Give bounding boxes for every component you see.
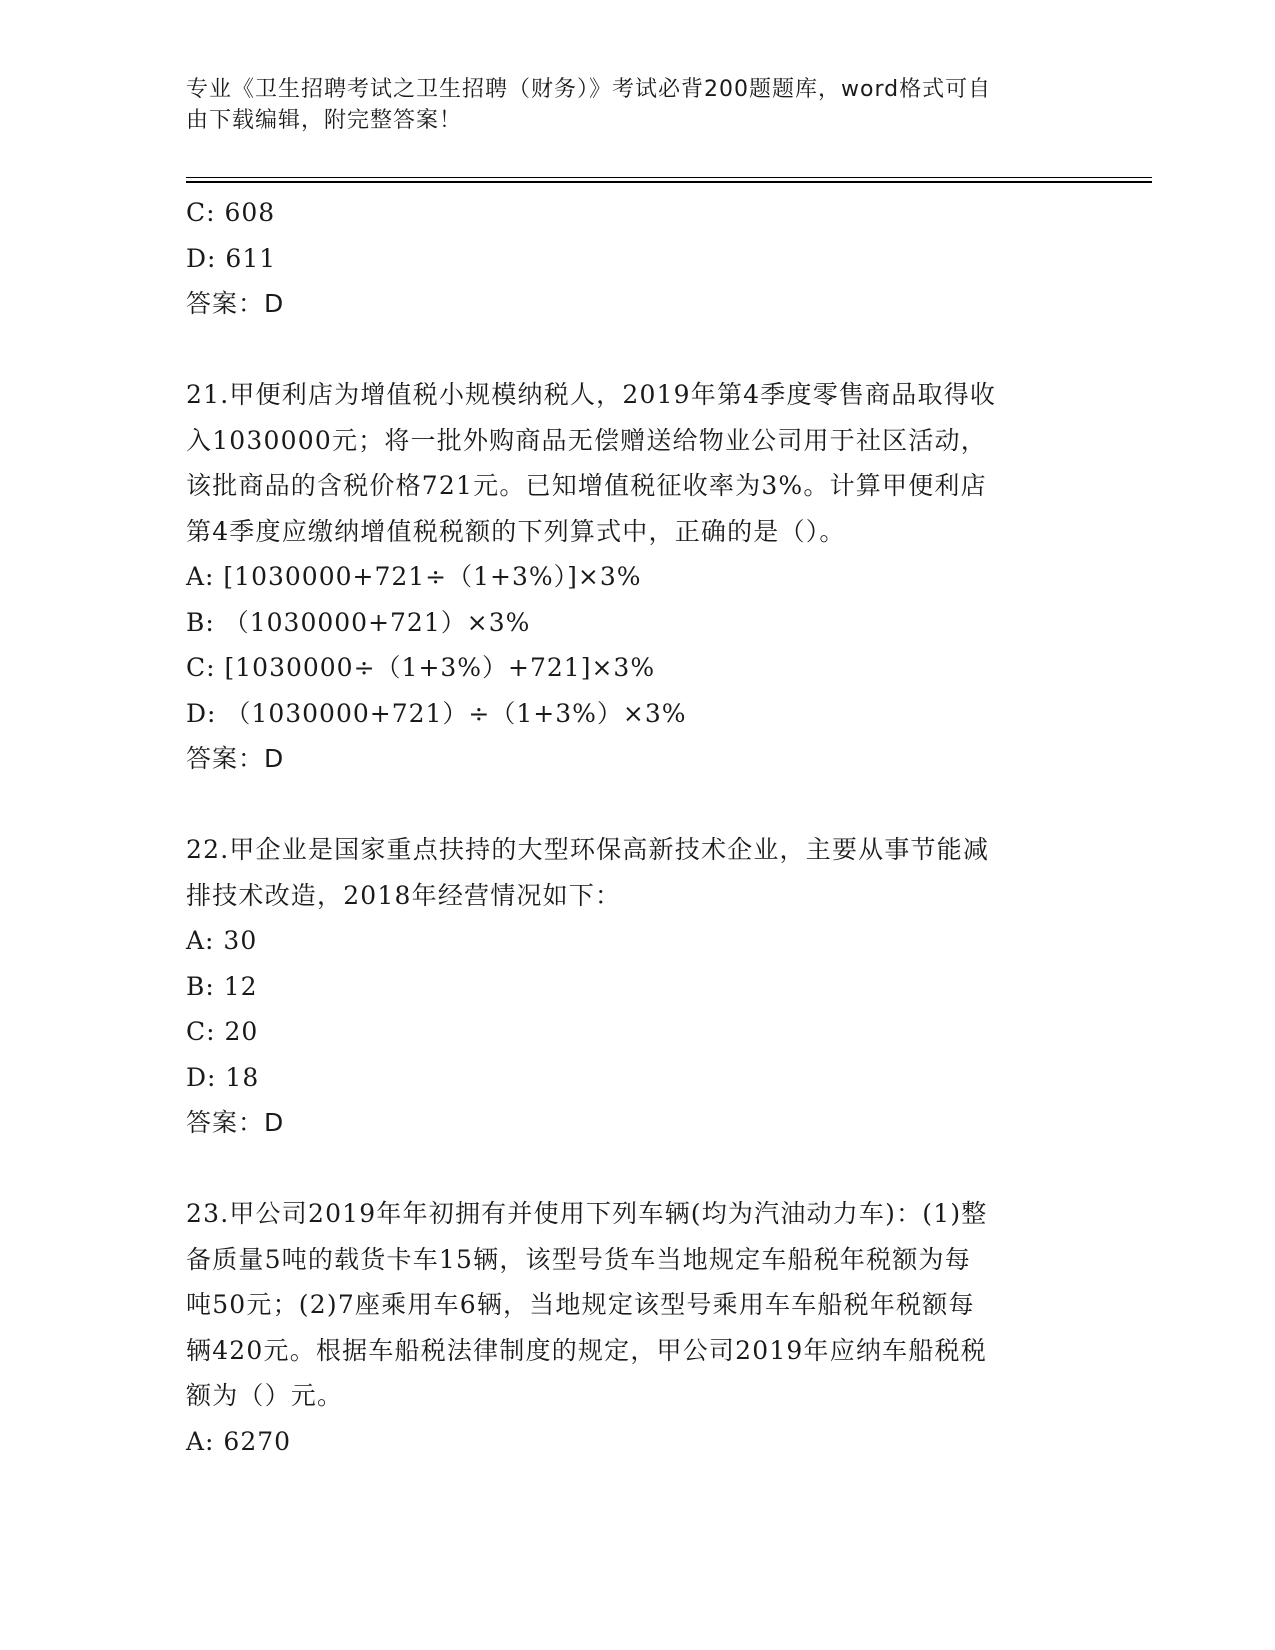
header-title-line-1: 专业《卫生招聘考试之卫生招聘（财务）》考试必背200题题库，word格式可自 [186,77,992,102]
answer-line: 答案：D [186,289,285,318]
answer-line: 答案：D [186,744,285,773]
question-text-line: 22.甲企业是国家重点扶持的大型环保高新技术企业，主要从事节能减 [186,835,990,864]
option-c: C: [1030000÷（1+3%）+721]×3% [186,653,656,682]
option-c: C: 20 [186,1017,259,1046]
answer-line: 答案：D [186,1108,285,1137]
option-b: B: 12 [186,971,258,1001]
question-text-line: 辆420元。根据车船税法律制度的规定，甲公司2019年应纳车船税税 [186,1335,987,1365]
spacer [186,782,1086,828]
question-text-line: 入1030000元；将一批外购商品无偿赠送给物业公司用于社区活动， [186,425,987,455]
question-21 [186,372,1086,782]
option-d: D: 18 [186,1062,260,1092]
question-text-line: 排技术改造，2018年经营情况如下： [186,880,622,910]
option-a: A: 30 [186,926,258,955]
document-header [186,74,1086,136]
question-22 [186,827,1086,1146]
option-b: B: （1030000+721）×3% [186,607,531,637]
question-text-line: 21.甲便利店为增值税小规模纳税人，2019年第4季度零售商品取得收 [186,380,997,409]
header-divider-thin [186,177,1152,178]
header-divider-thick [186,181,1152,183]
question-text-line: 吨50元；(2)7座乘用车6辆，当地规定该型号乘用车车船税年税额每 [186,1290,975,1319]
question-text-line: 第4季度应缴纳增值税税额的下列算式中，正确的是（）。 [186,516,846,546]
question-23 [186,1191,1086,1464]
question-text-line: 额为（）元。 [186,1381,344,1410]
document-body [186,190,1086,1464]
spacer [186,1146,1086,1192]
option-d: D: （1030000+721）÷（1+3%）×3% [186,698,687,728]
option-a: A: [1030000+721÷（1+3%）]×3% [186,562,642,591]
option-d: D: 611 [186,243,277,273]
question-text-line: 备质量5吨的载货卡车15辆，该型号货车当地规定车船税年税额为每 [186,1244,971,1274]
question-text-line: 该批商品的含税价格721元。已知增值税征收率为3%。计算甲便利店 [186,471,987,500]
question-20-tail [186,190,1086,327]
question-text-line: 23.甲公司2019年年初拥有并使用下列车辆(均为汽油动力车)：(1)整 [186,1199,988,1228]
option-a: A: 6270 [186,1426,292,1456]
option-c: C: 608 [186,198,276,227]
header-title-line-2: 由下载编辑，附完整答案！ [186,108,463,133]
spacer [186,327,1086,373]
